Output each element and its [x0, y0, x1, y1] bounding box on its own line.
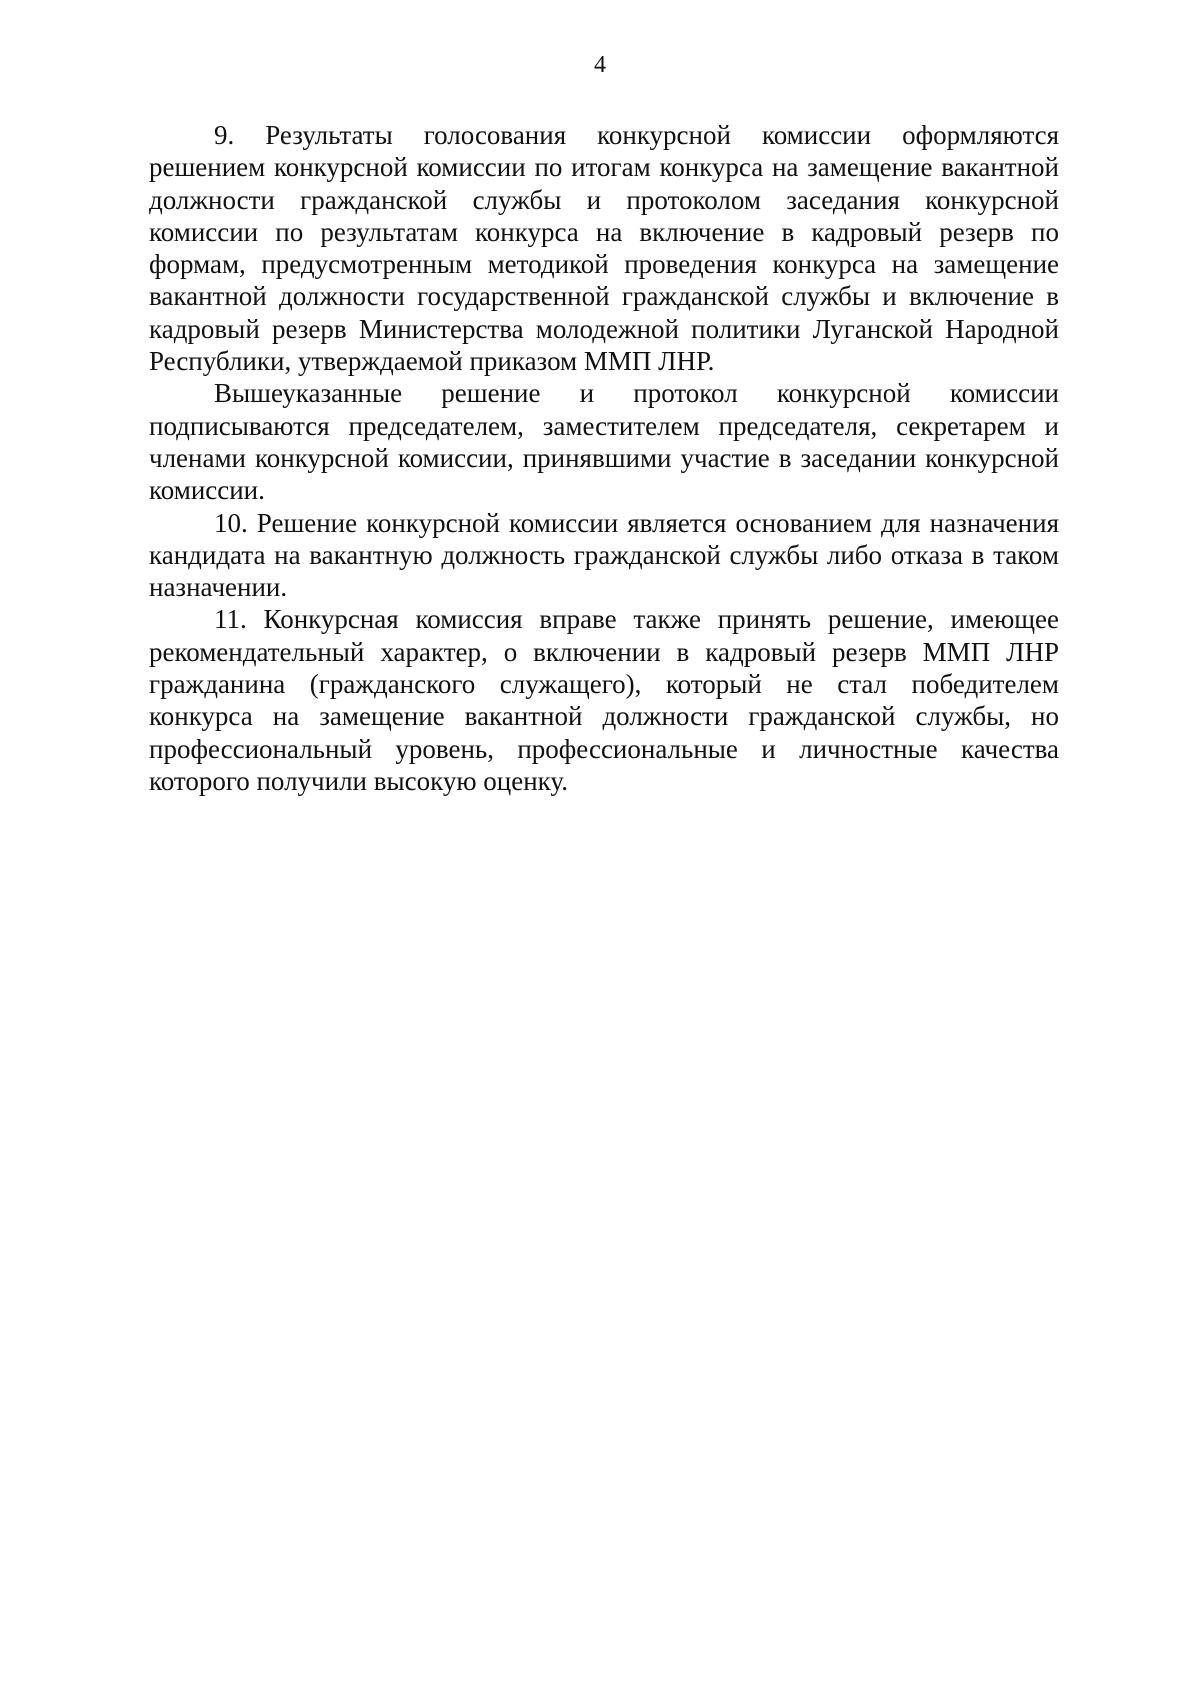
page-number: 4: [594, 52, 606, 78]
paragraph-11: 11. Конкурсная комиссия вправе также принять решение, имеющее рекомендательный характер, о включении в кадровый резерв ММП ЛНР гражданина (гражданского служащего), который не стал победителем конкурса на замещение вакантной должности гражданской службы, но профессиональный уровень, профессиональные и личностные качества которого получили высокую оценку.: [149, 604, 1059, 796]
document-body: [149, 119, 1059, 797]
paragraph-signing: Вышеуказанные решение и протокол конкурсной комиссии подписываются председателем, заместителем председателя, секретарем и членами конкурсной комиссии, принявшими участие в заседании конкурсной комиссии.: [149, 378, 1059, 506]
paragraph-9: 9. Результаты голосования конкурсной комиссии оформляются решением конкурсной комиссии по итогам конкурса на замещение вакантной должности гражданской службы и протоколом заседания конкурсной комиссии по результатам конкурса на включение в кадровый резерв по формам, предусмотренным методикой проведения конкурса на замещение вакантной должности государственной гражданской службы и включение в кадровый резерв Министерства молодежной политики Луганской Народной Республики, утверждаемой приказом ММП ЛНР.: [149, 120, 1059, 377]
paragraph-10: 10. Решение конкурсной комиссии является основанием для назначения кандидата на вакантную должность гражданской службы либо отказа в таком назначении.: [149, 507, 1059, 603]
